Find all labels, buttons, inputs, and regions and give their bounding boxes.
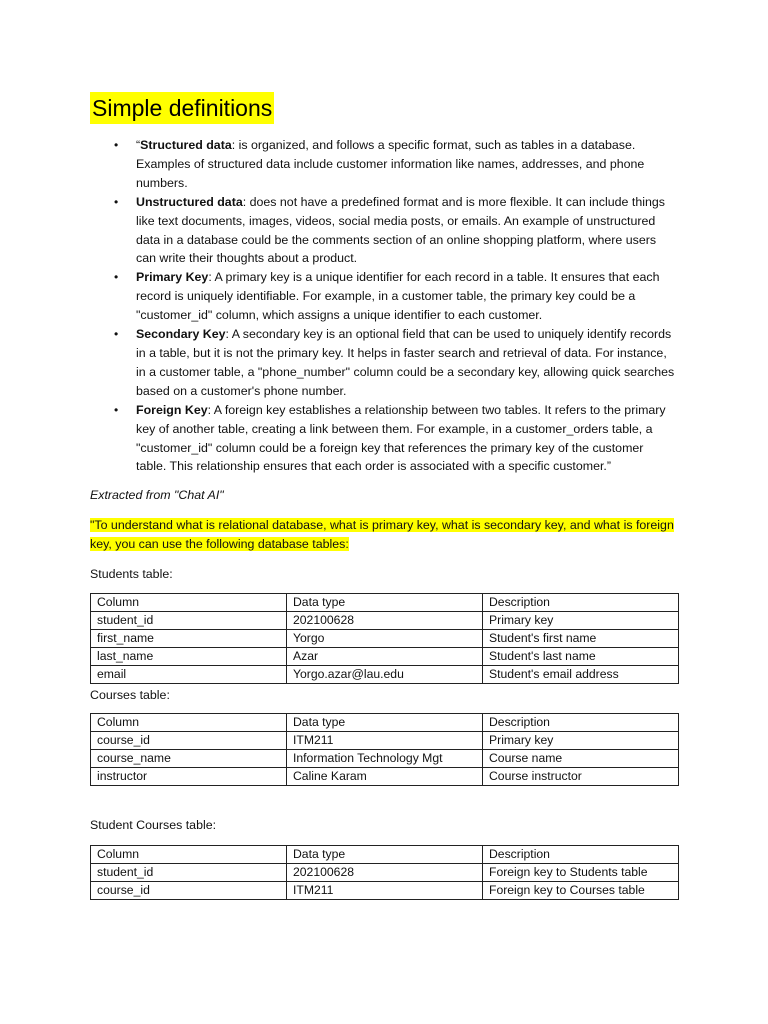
table-cell: Student's last name <box>483 648 679 666</box>
definition-text: : A secondary key is an optional field that can be used to uniquely identify records in a table, but it is not the primary key. It helps in faster search and retrieval of data. For instance, in a customer table, a "phone_number" column could be a secondary key, allowing quick searches based on a customer's phone number. <box>136 327 675 398</box>
table-cell: first_name <box>91 630 287 648</box>
table-cell: Data type <box>287 594 483 612</box>
table-cell: Column <box>91 846 287 864</box>
table-cell: Column <box>91 714 287 732</box>
definition-item <box>90 136 676 193</box>
table-cell: Description <box>483 714 679 732</box>
table-cell: 202100628 <box>287 612 483 630</box>
table-cell: Caline Karam <box>287 768 483 786</box>
courses-table <box>90 713 679 786</box>
table-header-row <box>91 846 679 864</box>
courses-table-caption: Courses table: <box>90 688 170 702</box>
definition-term: Unstructured data <box>136 194 243 209</box>
table-cell: Course instructor <box>483 768 679 786</box>
table-cell: ITM211 <box>287 882 483 900</box>
table-cell: Student's first name <box>483 630 679 648</box>
table-row <box>91 630 679 648</box>
bullet-icon: • <box>114 327 119 342</box>
definition-text: : is organized, and follows a specific format, such as tables in a database. Examples of structured data include customer information like names, addresses, and phone numbers. <box>136 138 645 190</box>
table-header-row <box>91 714 679 732</box>
table-row <box>91 612 679 630</box>
table-cell: Azar <box>287 648 483 666</box>
table-cell: email <box>91 666 287 684</box>
table-cell: course_id <box>91 732 287 750</box>
definition-text: : A primary key is a unique identifier for each record in a table. It ensures that each record is uniquely identifiable. For example, in a customer table, the primary key could be a "customer_id" column, which assigns a unique identifier to each customer. <box>136 270 660 323</box>
page-title: Simple definitions <box>90 92 274 124</box>
table-cell: course_name <box>91 750 287 768</box>
table-row <box>91 648 679 666</box>
source-note: Extracted from "Chat AI" <box>90 488 224 502</box>
table-cell: Yorgo <box>287 630 483 648</box>
student-courses-table <box>90 845 679 900</box>
table-row <box>91 732 679 750</box>
table-row <box>91 882 679 900</box>
definition-text: : does not have a predefined format and is more flexible. It can include things like text documents, images, videos, social media posts, or emails. An example of unstructured data in a database could be the comments section of an online shopping platform, where users can write their thoughts about a product. <box>136 194 665 266</box>
table-row <box>91 864 679 882</box>
table-cell: Foreign key to Students table <box>483 864 679 882</box>
table-cell: 202100628 <box>287 864 483 882</box>
students-table <box>90 593 679 684</box>
bullet-icon: • <box>114 402 119 417</box>
table-cell: Primary key <box>483 732 679 750</box>
table-cell: student_id <box>91 864 287 882</box>
definition-text: : A foreign key establishes a relationship between two tables. It refers to the primary key of another table, creating a link between them. For example, in a customer_orders table, a "customer_id" column could be a foreign key that references the primary key of the customer table. This relationship ensures that each order is associated with a specific customer.” <box>136 402 666 474</box>
definition-term: Primary Key <box>136 270 209 285</box>
definition-item <box>90 401 676 477</box>
table-cell: Primary key <box>483 612 679 630</box>
table-header-row <box>91 594 679 612</box>
definitions-list <box>90 136 676 476</box>
table-cell: instructor <box>91 768 287 786</box>
table-cell: Information Technology Mgt <box>287 750 483 768</box>
table-cell: Student's email address <box>483 666 679 684</box>
definition-term: Foreign Key <box>136 402 208 417</box>
table-row <box>91 666 679 684</box>
table-cell: Description <box>483 594 679 612</box>
table-cell: Data type <box>287 846 483 864</box>
table-cell: Description <box>483 846 679 864</box>
definition-term: Structured data <box>140 138 232 152</box>
student-courses-table-caption: Student Courses table: <box>90 818 217 832</box>
table-cell: student_id <box>91 612 287 630</box>
table-cell: ITM211 <box>287 732 483 750</box>
bullet-icon: • <box>114 270 119 285</box>
table-cell: Foreign key to Courses table <box>483 882 679 900</box>
table-row <box>91 750 679 768</box>
table-cell: Column <box>91 594 287 612</box>
definition-item <box>90 268 676 325</box>
bullet-icon: • <box>114 138 119 152</box>
table-cell: last_name <box>91 648 287 666</box>
table-cell: Data type <box>287 714 483 732</box>
table-cell: course_id <box>91 882 287 900</box>
bullet-icon: • <box>114 194 119 209</box>
definition-term: Secondary Key <box>136 327 226 342</box>
table-row <box>91 768 679 786</box>
definition-open-quote: “ <box>136 138 141 152</box>
intro-highlight: "To understand what is relational database, what is primary key, what is secondary key, and what is foreign key, you can use the following database tables: <box>90 518 674 551</box>
table-cell: Yorgo.azar@lau.edu <box>287 666 483 684</box>
students-table-caption: Students table: <box>90 567 173 581</box>
definition-item <box>90 325 676 401</box>
table-cell: Course name <box>483 750 679 768</box>
intro-paragraph <box>90 516 676 554</box>
definition-item <box>90 193 676 269</box>
